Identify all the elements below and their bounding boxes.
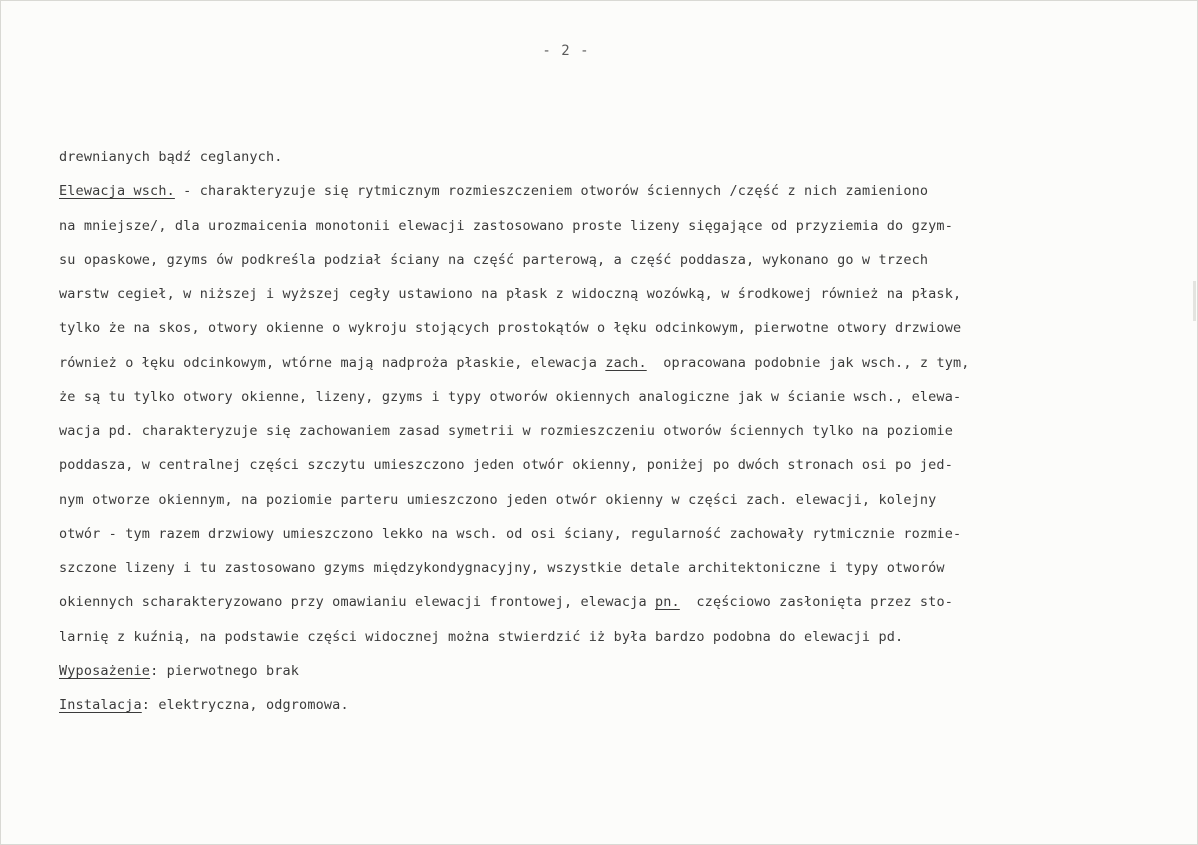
text-line [59, 620, 1197, 654]
section-heading: zach. [605, 354, 647, 371]
text-line [59, 448, 1197, 482]
text-run: poddasza, w centralnej części szczytu umieszczono jeden otwór okienny, poniżej po dwóch stronach osi po jed- [59, 457, 953, 474]
text-run: drewnianych bądź ceglanych. [59, 149, 283, 165]
document-body [59, 140, 1197, 722]
text-run: szczone lizeny i tu zastosowano gzyms międzykondygnacyjny, wszystkie detale architektoniczne i typy otworów [59, 560, 945, 576]
text-line [59, 585, 1197, 619]
text-line [59, 140, 1197, 174]
text-run: na mniejsze/, dla urozmaicenia monotonii elewacji zastosowano proste lizeny sięgające od przyziemia do gzym- [59, 217, 953, 234]
text-line [59, 174, 1197, 208]
text-run: okiennych scharakteryzowano przy omawianiu elewacji frontowej, elewacja [59, 594, 655, 611]
section-heading: pn. [655, 594, 680, 611]
text-run: tylko że na skos, otwory okienne o wykroju stojących prostokątów o łęku odcinkowym, pierwotne otwory drzwiowe [59, 320, 962, 337]
text-line [59, 688, 1197, 722]
text-line [59, 483, 1197, 517]
text-line [59, 380, 1197, 414]
page-number: - 2 - [542, 43, 590, 59]
section-heading: Instalacja [59, 697, 142, 713]
text-line [59, 243, 1197, 277]
text-line [59, 551, 1197, 585]
text-line [59, 311, 1197, 345]
section-heading: Elewacja wsch. [59, 183, 175, 200]
text-run: wacja pd. charakteryzuje się zachowaniem zasad symetrii w rozmieszczeniu otworów ściennych tylko na poziomie [59, 423, 953, 439]
text-run: nym otworze okiennym, na poziomie parteru umieszczono jeden otwór okienny w części zach. elewacji, kolejny [59, 491, 937, 508]
text-run: częściowo zasłonięta przez sto- [679, 594, 954, 611]
text-run: : pierwotnego brak [150, 662, 300, 679]
text-run: : elektryczna, odgromowa. [141, 697, 349, 713]
text-run: opracowana podobnie jak wsch., z tym, [646, 354, 970, 371]
text-run: - charakteryzuje się rytmicznym rozmieszczeniem otworów ściennych /część z nich zamieniono [174, 183, 929, 200]
text-line [59, 209, 1197, 243]
text-line [59, 517, 1197, 551]
text-line [59, 346, 1197, 380]
text-line [59, 277, 1197, 311]
text-run: larnię z kuźnią, na podstawie części widocznej można stwierdzić iż była bardzo podobna do elewacji pd. [59, 628, 904, 645]
text-line [59, 414, 1197, 448]
section-heading: Wyposażenie [59, 662, 151, 679]
text-run: również o łęku odcinkowym, wtórne mają nadproża płaskie, elewacja [59, 354, 606, 371]
text-run: su opaskowe, gzyms ów podkreśla podział ściany na część parterową, a część poddasza, wykonano go w trzech [59, 251, 929, 268]
text-line [59, 654, 1197, 688]
text-run: warstw cegieł, w niższej i wyższej cegły ustawiono na płask z widoczną wozówką, w środkowej również na płask, [59, 286, 962, 302]
scan-edge-mark [1193, 281, 1196, 321]
text-run: otwór - tym razem drzwiowy umieszczono lekko na wsch. od osi ściany, regularność zachowały rytmicznie rozmie- [59, 525, 962, 542]
text-run: że są tu tylko otwory okienne, lizeny, gzyms i typy otworów okiennych analogiczne jak w ścianie wsch., elewa- [59, 388, 962, 405]
